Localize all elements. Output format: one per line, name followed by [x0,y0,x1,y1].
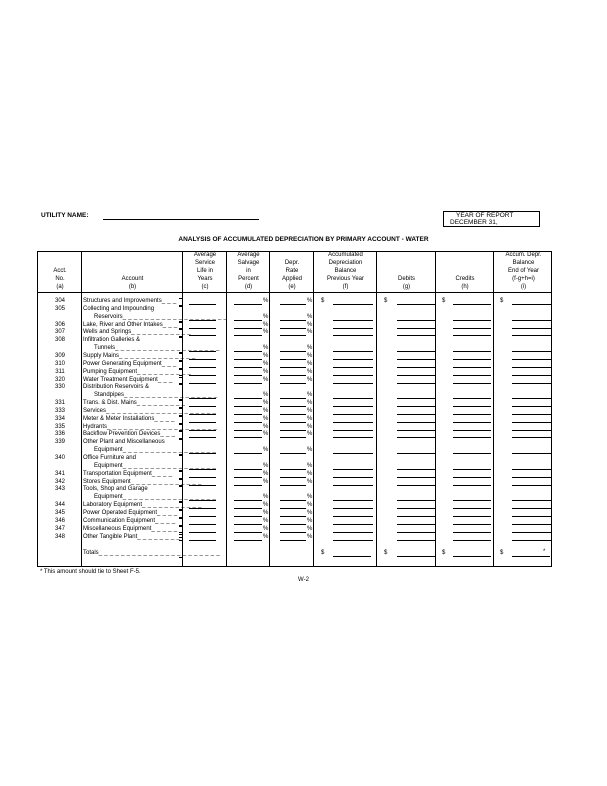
account-name [83,336,140,344]
percent-sign: % [263,298,269,304]
entry-line [38,462,551,470]
percent-sign: % [307,345,313,352]
totals-row [38,543,551,557]
column-header-line: (c) [201,284,209,290]
table-row [38,399,551,407]
account-number: 342 [54,478,65,485]
account-name-text: Laboratory Equipment [83,502,143,509]
leader-dashes: _ _ _ _ _ _ _ _ _ _ _ _ _ _ _ _ _ _ _ [122,313,228,320]
leader-dashes: _ _ _ _ [155,517,176,524]
account-name [83,438,165,446]
leader-dashes: _ _ _ _ _ _ _ _ _ _ _ _ _ _ _ _ _ _ _ [115,345,220,352]
percent-sign: % [263,368,269,375]
account-name-text: Miscellaneous Equipment [83,525,152,532]
percent-sign: % [307,447,313,454]
entry-line [38,509,551,517]
account-number: 335 [54,423,65,430]
entry-line [38,517,551,525]
entry-line [38,297,551,305]
leader-dashes: _ _ _ _ _ _ _ _ _ _ _ _ _ _ _ _ _ _ _ _ [106,407,217,414]
account-name-text: Collecting and Impounding [83,305,155,312]
account-name [83,454,136,462]
percent-sign: % [263,462,269,469]
percent-sign: % [307,502,313,509]
column-header-line: Balance [512,260,535,266]
percent-sign: % [307,509,313,516]
account-name-text: Transportation Equipment [83,470,152,477]
total-debits-field[interactable] [397,556,435,557]
leader-dashes: _ _ _ _ _ _ _ _ _ _ _ _ _ _ _ _ _ [122,494,216,501]
total-end-balance-field[interactable] [512,556,550,557]
column-header-line: Service [194,260,215,266]
dollar-sign: $ [442,298,446,304]
column-header-line: Previous Year [326,276,365,282]
table-row [38,430,551,438]
column-header-line: Rate [285,268,299,274]
column-header [183,251,227,291]
table-row [38,470,551,478]
account-number: 330 [54,384,65,391]
table-row [38,328,551,336]
entry-line [38,478,551,486]
account-number: 340 [54,455,65,461]
table-row [38,297,551,305]
table-row [38,485,551,501]
percent-sign: % [307,423,313,430]
leader-dashes: _ _ _ [161,298,177,304]
percent-sign: % [307,533,313,540]
account-number: 306 [54,321,65,328]
leader-dashes: _ _ _ _ _ _ _ _ _ _ _ _ _ _ [119,352,196,359]
leader-dashes: _ _ _ _ _ _ _ _ _ _ _ _ _ _ _ _ _ _ _ _ [107,423,218,430]
leader-dashes: _ _ _ [161,360,177,367]
leader-dashes: _ _ _ [162,321,178,328]
account-number: 304 [54,298,65,304]
percent-sign: % [263,447,269,454]
depreciation-table [37,251,552,567]
account-number: 343 [54,486,65,493]
column-header [82,275,183,291]
dollar-sign: $ [321,298,325,304]
account-name-text: Trans. & Dist. Mains [83,400,137,407]
account-name-text: Infiltration Galleries & [83,337,141,344]
percent-sign: % [263,321,269,328]
table-row [38,454,551,470]
entry-line [38,493,551,501]
percent-sign: % [263,517,269,524]
table-row [38,525,551,533]
leader-dashes: _ _ _ _ _ _ _ _ _ _ _ _ _ [130,478,202,485]
percent-sign: % [263,360,269,367]
account-name [83,485,148,493]
column-header-line: Percent [238,276,259,282]
entry-line [38,407,551,415]
column-header [494,251,553,291]
column-header-line: (h) [461,284,469,290]
table-row [38,383,551,399]
account-name-text: Other Plant and Miscellaneous [83,439,165,446]
column-header-line: Average [193,252,217,258]
account-name-text: Standpipes [94,392,125,399]
column-header-line: Credits [455,276,475,282]
account-name [83,383,149,391]
account-name-text: Power Generating Equipment [83,360,162,367]
column-header-line: Depreciation [328,260,363,266]
column-header [436,275,494,291]
column-header-line: Depr. [284,260,300,266]
page-title: ANALYSIS OF ACCUMULATED DEPRECIATION BY PRIMARY ACCOUNT - WATER [178,236,429,243]
asterisk-note: * [543,549,546,555]
percent-sign: % [307,392,313,399]
column-header [270,259,314,291]
footnote: * This amount should tie to Sheet F-5. [40,569,141,575]
column-header-line: Salvage [237,260,260,266]
dollar-sign: $ [442,550,446,556]
entry-line [38,376,551,384]
dollar-sign: $ [500,298,504,304]
percent-sign: % [307,415,313,422]
account-name-text: Meter & Meter Installations [83,415,155,422]
column-header-line: Account [121,276,144,282]
leader-dashes: _ _ _ _ _ [151,525,178,532]
entry-line [38,525,551,533]
account-name-text: Water Treatment Equipment [83,376,158,383]
entry-line [38,368,551,376]
table-row [38,368,551,376]
percent-sign: % [307,368,313,375]
column-header-line: Debits [397,276,415,282]
percent-sign: % [307,517,313,524]
table-row [38,352,551,360]
account-name-text: Distribution Reservoirs & [83,384,150,391]
column-header-line: in [246,268,251,274]
account-number: 320 [54,376,65,383]
entry-line [38,313,551,321]
table-row [38,360,551,368]
entry-line [38,533,551,541]
percent-sign: % [307,360,313,367]
account-number: 333 [54,407,65,414]
account-name-text: Backflow Prevention Devices [83,431,161,438]
column-header-line: (a) [56,284,64,290]
account-number: 346 [54,517,65,524]
percent-sign: % [263,345,269,352]
entry-line [38,501,551,509]
table-row [38,517,551,525]
entry-line [38,391,551,399]
percent-sign: % [307,407,313,414]
percent-sign: % [263,478,269,485]
dollar-sign: $ [384,550,388,556]
column-header [227,251,270,291]
leader-dashes: _ _ _ _ [157,509,178,516]
entry-line [38,352,551,360]
column-header-line: (d) [244,284,253,290]
table-row [38,321,551,329]
leader-dashes: _ _ _ _ _ _ _ _ _ _ _ [131,329,191,336]
column-header-line: Applied [281,276,302,282]
leader-dashes: _ _ _ _ _ _ _ _ _ _ _ _ _ _ _ _ _ _ _ _ _ _ [98,550,221,556]
leader-dashes: _ _ _ _ _ _ _ _ _ _ _ _ _ _ _ _ _ [124,392,218,399]
percent-sign: % [307,352,313,359]
column-header-line: (i) [520,284,527,290]
percent-sign: % [307,525,313,532]
column-header-line: (g) [402,284,411,290]
account-number: 344 [54,502,65,509]
account-number: 334 [54,415,65,422]
account-name-text: Tools, Shop and Garage [83,486,148,493]
percent-sign: % [263,525,269,532]
entry-line [38,399,551,407]
column-header [38,267,82,291]
column-header-line: Average [237,252,260,258]
service-life-field[interactable] [189,540,216,541]
column-header [314,251,377,291]
utility-name-label: UTILITY NAME: [41,212,89,219]
column-header [377,275,436,291]
leader-dashes: _ _ _ _ _ _ _ _ _ _ _ [142,502,202,509]
account-name-text: Equipment [94,494,123,501]
total-credits-field[interactable] [453,556,491,557]
column-header-line: (b) [128,284,137,290]
entry-line [38,470,551,478]
table-row [38,533,551,541]
account-name-text: Structures and Improvements [83,298,162,304]
leader-dashes: _ _ _ [160,431,176,438]
entry-line [38,415,551,423]
percent-sign: % [263,423,269,430]
percent-sign: % [307,329,313,336]
table-row [38,305,551,321]
salvage-field[interactable] [234,540,262,541]
account-number: 345 [54,509,65,516]
leader-dashes: _ _ _ _ _ _ _ _ _ _ _ _ _ _ _ _ _ [122,447,216,454]
account-name-text: Pumping Equipment [83,368,138,375]
column-header-line: (f-g+h=i) [512,276,535,282]
percent-sign: % [263,509,269,516]
account-number: 336 [54,431,65,438]
year-of-report-label: YEAR OF REPORT [456,212,514,219]
entry-line [38,423,551,431]
end-balance-field[interactable] [512,540,552,541]
table-row [38,407,551,415]
account-name-text: Reservoirs [94,313,123,320]
percent-sign: % [307,494,313,501]
header-divider [38,292,551,293]
account-number: 308 [54,337,65,344]
entry-line [38,430,551,438]
account-number: 331 [54,400,65,407]
dollar-sign: $ [384,298,388,304]
percent-sign: % [307,376,313,383]
account-number: 339 [54,439,65,446]
percent-sign: % [263,400,269,407]
year-of-report-date: DECEMBER 31, [450,219,498,226]
percent-sign: % [263,407,269,414]
account-number: 311 [55,368,65,375]
percent-sign: % [263,329,269,336]
dollar-sign: $ [321,550,325,556]
table-row [38,336,551,352]
year-of-report-box [443,211,540,227]
credits-field[interactable] [453,540,491,541]
column-header-line: Years [197,276,213,282]
account-name-text: Equipment [94,462,123,469]
account-name-text: Equipment [94,447,123,454]
leader-dashes: _ _ _ _ [154,415,175,422]
table-row [38,423,551,431]
account-name-text: Supply Mains [83,352,120,359]
percent-sign: % [263,376,269,383]
entry-line [38,446,551,454]
leader-dashes: _ _ _ [157,376,173,383]
leader-dashes: _ _ _ _ _ _ _ _ _ _ [137,368,192,375]
percent-sign: % [263,392,269,399]
account-number: 309 [54,352,65,359]
percent-sign: % [307,478,313,485]
column-header-line: Accum. Depr. [505,252,542,258]
percent-sign: % [307,321,313,328]
account-number: 305 [54,305,65,312]
percent-sign: % [263,533,269,540]
column-header-line: Life in [196,268,213,274]
percent-sign: % [263,494,269,501]
column-header-line: End of Year [507,268,540,274]
totals-label-text: Totals [83,550,99,556]
account-name-text: Hydrants [83,423,108,430]
entry-line [38,328,551,336]
account-name-text: Lake, River and Other Intakes [83,321,163,328]
prev-balance-field[interactable] [333,540,373,541]
total-prev-balance-field[interactable] [333,556,371,557]
account-name-text: Communication Equipment [83,517,156,524]
leader-dashes: _ _ _ _ _ _ _ _ _ [136,400,186,407]
percent-sign: % [307,431,313,438]
entry-line [38,344,551,352]
percent-sign: % [307,470,313,477]
depr-rate-field[interactable] [280,540,306,541]
account-name-text: Power Operated Equipment [83,509,158,516]
account-number: 347 [54,525,65,532]
table-row [38,501,551,509]
leader-dashes: _ _ _ _ _ _ _ _ [137,533,181,540]
utility-name-field[interactable] [103,219,259,220]
account-number: 307 [54,329,65,336]
entry-line [38,321,551,329]
page-number: W-2 [298,577,309,583]
percent-sign: % [307,400,313,407]
entry-line [38,360,551,368]
column-header-line: Acct. [53,268,67,274]
percent-sign: % [263,502,269,509]
column-header-line: Accumulated [328,252,363,258]
totals-entry-line [38,549,551,557]
account-name-text: Wells and Springs [83,329,132,336]
account-name-text: Stores Equipment [83,478,131,485]
debits-field[interactable] [397,540,435,541]
percent-sign: % [263,431,269,438]
percent-sign: % [263,313,269,320]
table-row [38,438,551,454]
percent-sign: % [263,470,269,477]
account-number: 348 [54,533,65,540]
percent-sign: % [307,313,313,320]
account-name-text: Office Furniture and [83,455,136,461]
dollar-sign: $ [500,550,504,556]
percent-sign: % [263,352,269,359]
account-number: 341 [54,470,65,477]
column-header-line: (f) [342,284,349,290]
column-header-line: No. [55,276,65,282]
table-row [38,415,551,423]
table-row [38,478,551,486]
column-header-line: Balance [334,268,357,274]
account-name-text: Tunnels [94,345,116,352]
account-number: 310 [54,360,65,367]
leader-dashes: _ _ _ _ [151,470,173,477]
leader-dashes: _ _ _ _ _ _ _ _ _ _ _ _ _ _ _ _ _ [122,462,216,469]
account-name-text: Services [83,407,107,414]
account-name-text: Other Tangible Plant [83,533,138,540]
percent-sign: % [263,415,269,422]
account-name [83,305,154,313]
percent-sign: % [307,298,313,304]
column-header-line: (e) [288,284,296,290]
table-row [38,509,551,517]
table-row [38,376,551,384]
percent-sign: % [307,462,313,469]
